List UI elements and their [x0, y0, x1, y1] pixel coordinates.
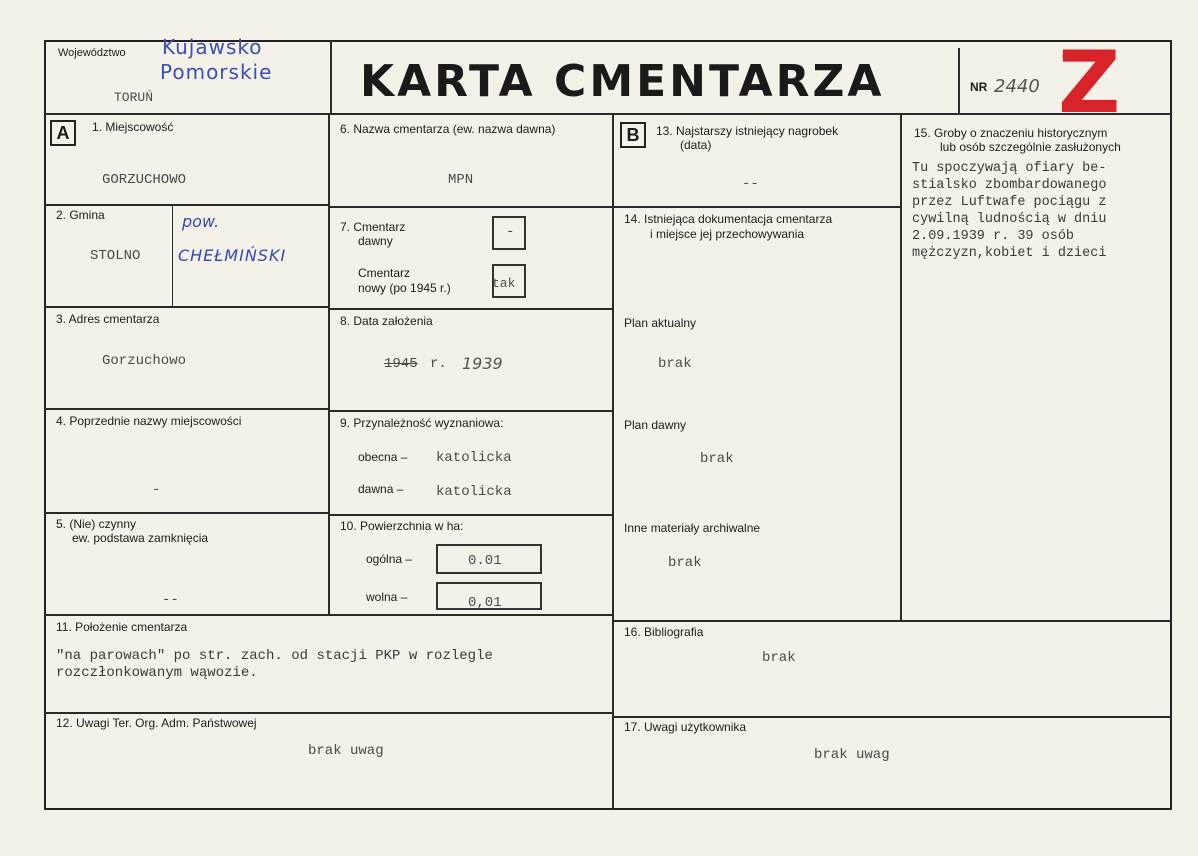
field-3-label: 3. Adres cmentarza — [56, 312, 160, 326]
field-15-line: stialsko zbombardowanego — [912, 178, 1107, 193]
field-8-suffix: r. — [430, 356, 447, 372]
wojewodztwo-stamp-line1: Kujawsko — [162, 35, 263, 59]
field-5-label-line2: ew. podstawa zamknięcia — [72, 531, 209, 545]
divider — [612, 114, 614, 810]
field-4-value: - — [152, 482, 161, 498]
divider — [614, 716, 1172, 718]
field-11-line2: rozczłonkowanym wąwozie. — [56, 665, 258, 681]
nr-value: 2440 — [994, 76, 1040, 97]
field-10-label: 10. Powierzchnia w ha: — [340, 519, 464, 533]
wojewodztwo-old-value: TORUŃ — [114, 90, 154, 105]
plan-dawny-label: Plan dawny — [624, 418, 687, 432]
field-15-line: mężczyzn,kobiet i dzieci — [912, 246, 1107, 261]
divider — [958, 48, 960, 114]
field-7-label-line2: dawny — [358, 234, 393, 248]
field-13-label-line2: (data) — [680, 138, 712, 152]
divider — [44, 204, 330, 206]
wojewodztwo-label: Województwo — [58, 47, 126, 59]
divider — [44, 306, 330, 308]
plan-dawny-value: brak — [700, 451, 734, 467]
field-13-value: -- — [742, 176, 759, 192]
field-2-label: 2. Gmina — [56, 208, 105, 222]
divider — [330, 410, 614, 412]
field-1-value: GORZUCHOWO — [102, 172, 187, 188]
field-10-wolna-label: wolna – — [366, 590, 408, 604]
divider — [44, 512, 330, 514]
page-title: KARTA CMENTARZA — [360, 56, 885, 107]
field-6-label: 6. Nazwa cmentarza (ew. nazwa dawna) — [340, 122, 556, 136]
inne-materialy-label: Inne materiały archiwalne — [624, 521, 761, 535]
divider — [614, 206, 902, 208]
field-9-dawna-label: dawna – — [358, 482, 404, 496]
field-3-value: Gorzuchowo — [102, 353, 187, 369]
divider — [330, 206, 614, 208]
field-7-nowy-line2: nowy (po 1945 r.) — [358, 281, 451, 295]
field-7-label-line1: 7. Cmentarz — [340, 220, 406, 234]
field-1-label: 1. Miejscowość — [92, 120, 174, 134]
field-8-handwritten-year: 1939 — [462, 354, 503, 373]
field-2-value: STOLNO — [90, 248, 141, 264]
field-10-wolna-value: 0,01 — [468, 595, 502, 611]
field-11-label: 11. Położenie cmentarza — [56, 620, 188, 634]
field-4-label: 4. Poprzednie nazwy miejscowości — [56, 414, 242, 428]
section-b-marker: B — [620, 122, 646, 148]
field-5-value: -- — [162, 592, 179, 608]
field-14-label-line1: 14. Istniejąca dokumentacja cmentarza — [624, 212, 833, 226]
field-2-county-line2: CHEŁMIŃSKI — [178, 246, 287, 265]
divider — [614, 620, 1172, 622]
category-mark: Z — [1058, 33, 1121, 133]
field-7-nowy-value: tak — [492, 276, 516, 291]
field-10-ogolna-label: ogólna – — [366, 552, 413, 566]
field-12-label: 12. Uwagi Ter. Org. Adm. Państwowej — [56, 716, 257, 730]
field-15-label-line2: lub osób szczególnie zasłużonych — [940, 140, 1121, 154]
field-15-text — [912, 160, 1168, 262]
field-9-obecna-label: obecna – — [358, 450, 408, 464]
field-9-label: 9. Przynależność wyznaniowa: — [340, 416, 504, 430]
plan-aktualny-label: Plan aktualny — [624, 316, 697, 330]
divider — [328, 114, 330, 616]
nr-label: NR — [970, 80, 988, 94]
field-7-nowy-line1: Cmentarz — [358, 266, 411, 280]
field-16-label: 16. Bibliografia — [624, 625, 704, 639]
inne-materialy-value: brak — [668, 555, 702, 571]
field-10-ogolna-value: 0.01 — [468, 553, 502, 569]
divider — [44, 113, 1172, 115]
field-15-line: 2.09.1939 r. 39 osób — [912, 229, 1075, 244]
field-15-label-line1: 15. Groby o znaczeniu historycznym — [914, 126, 1108, 140]
divider — [900, 114, 902, 620]
section-a-marker: A — [50, 120, 76, 146]
field-5-label-line1: 5. (Nie) czynny — [56, 517, 137, 531]
field-16-value: brak — [762, 650, 796, 666]
field-8-struck-year: 1945 — [384, 356, 418, 372]
field-15-line: cywilną ludnością w dniu — [912, 212, 1107, 227]
divider — [330, 40, 332, 114]
divider — [44, 408, 330, 410]
field-6-value: MPN — [448, 172, 474, 188]
field-17-value: brak uwag — [814, 747, 890, 763]
field-7-dawny-value: - — [506, 224, 515, 240]
field-14-label-line2: i miejsce jej przechowywania — [650, 227, 805, 241]
field-9-obecna-value: katolicka — [436, 450, 512, 466]
field-12-value: brak uwag — [308, 743, 384, 759]
divider — [44, 614, 614, 616]
divider — [172, 206, 173, 306]
plan-aktualny-value: brak — [658, 356, 692, 372]
field-15-line: Tu spoczywają ofiary be- — [912, 161, 1107, 176]
divider — [330, 308, 614, 310]
divider — [330, 514, 614, 516]
field-2-county-line1: pow. — [182, 212, 220, 231]
field-13-label-line1: 13. Najstarszy istniejący nagrobek — [656, 124, 839, 138]
field-17-label: 17. Uwagi użytkownika — [624, 720, 747, 734]
field-15-line: przez Luftwafe pociągu z — [912, 195, 1107, 210]
divider — [44, 712, 614, 714]
field-8-label: 8. Data założenia — [340, 314, 433, 328]
field-9-dawna-value: katolicka — [436, 484, 512, 500]
wojewodztwo-stamp-line2: Pomorskie — [160, 60, 273, 84]
field-11-line1: "na parowach" po str. zach. od stacji PKP w rozlegle — [56, 648, 493, 664]
